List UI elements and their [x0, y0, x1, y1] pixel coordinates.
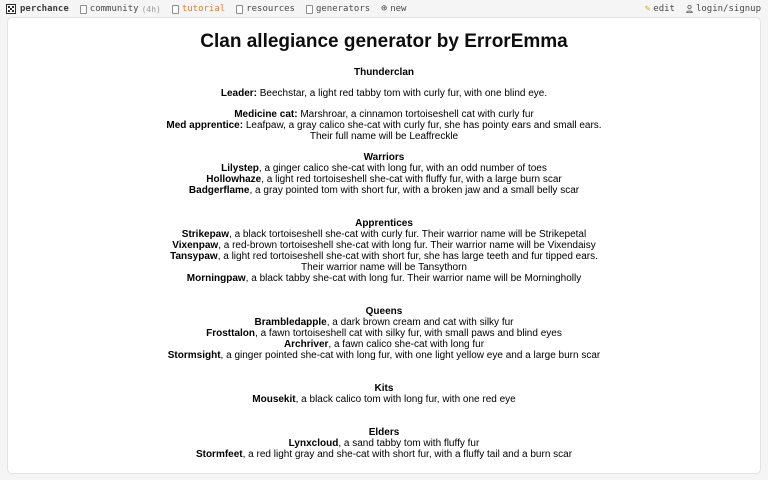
- generators-label: generators: [315, 4, 371, 14]
- entry-description: , a ginger calico she-cat with long fur, with an odd number of toes: [258, 163, 547, 174]
- entry-description: , a dark brown cream and cat with silky fur: [326, 317, 514, 328]
- nav-link-new[interactable]: [381, 4, 406, 14]
- section-block: [163, 67, 605, 78]
- generator-card: [7, 17, 761, 474]
- section-block: [163, 427, 605, 460]
- entry-line: [163, 109, 605, 120]
- entry-description: Marshroar, a cinnamon tortoiseshell cat with curly fur: [297, 109, 534, 120]
- section-block: [163, 383, 605, 405]
- pencil-icon: ✎: [644, 3, 651, 14]
- plus-circle-icon: ⊕: [381, 3, 388, 14]
- entry-name: Stormsight: [167, 350, 221, 361]
- entry-line: [163, 229, 605, 240]
- top-navbar: [0, 0, 768, 17]
- entry-name: Medicine cat:: [234, 109, 298, 120]
- entry-line: [163, 273, 605, 284]
- entry-name: Mousekit: [252, 394, 296, 405]
- person-icon: [686, 5, 693, 13]
- entry-line: [163, 88, 605, 99]
- section-heading: Warriors: [363, 152, 405, 163]
- entry-line: [163, 174, 605, 185]
- entry-line: [163, 185, 605, 196]
- section-heading: Apprentices: [355, 218, 413, 229]
- community-count: (4h): [141, 4, 161, 14]
- section-block: [163, 306, 605, 361]
- entry-name: Morningpaw: [186, 273, 246, 284]
- section-block: [163, 152, 605, 196]
- community-label: community: [89, 4, 139, 14]
- nav-link-resources[interactable]: [236, 4, 295, 14]
- document-icon: [236, 5, 243, 14]
- entry-name: Lynxcloud: [288, 438, 339, 449]
- section-heading: Thunderclan: [353, 67, 414, 78]
- entry-line: [163, 163, 605, 174]
- entry-name: Lilystep: [221, 163, 259, 174]
- entry-line: [163, 120, 605, 142]
- entry-line: [163, 394, 605, 405]
- edit-button[interactable]: [645, 4, 675, 14]
- nav-link-community[interactable]: [80, 4, 161, 14]
- login-signup-button[interactable]: [686, 4, 761, 14]
- entry-description: , a gray pointed tom with short fur, with a broken jaw and a small belly scar: [249, 185, 580, 196]
- entry-description: , a black calico tom with long fur, with one red eye: [295, 394, 516, 405]
- entry-name: Vixenpaw: [172, 240, 219, 251]
- entry-line: [163, 317, 605, 328]
- entry-name: Med apprentice:: [166, 120, 244, 131]
- entry-line: [163, 328, 605, 339]
- entry-description: , a fawn calico she-cat with long fur: [328, 339, 485, 350]
- nav-link-generators[interactable]: [306, 4, 370, 14]
- generator-output: [163, 67, 605, 460]
- edit-label: edit: [653, 4, 675, 14]
- entry-name: Badgerflame: [188, 185, 250, 196]
- entry-line: [163, 240, 605, 251]
- entry-description: , a black tortoiseshell she-cat with curly fur. Their warrior name will be Strikepetal: [229, 229, 587, 240]
- section-heading: Kits: [374, 383, 394, 394]
- brand-label: perchance: [20, 4, 69, 14]
- entry-description: , a ginger pointed she-cat with long fur, with one light yellow eye and a large burn scar: [220, 350, 601, 361]
- entry-name: Brambledapple: [254, 317, 327, 328]
- entry-line: [163, 339, 605, 350]
- login-label: login/signup: [695, 4, 761, 14]
- entry-description: , a light red tortoiseshell she-cat with fluffy fur, with a large burn scar: [261, 174, 562, 185]
- new-label: new: [390, 4, 407, 14]
- entry-line: [163, 350, 605, 361]
- entry-description: Leafpaw, a gray calico she-cat with curly fur, she has pointy ears and small ears. Their full name will be Leaffreckle: [243, 120, 602, 142]
- section-block: [163, 109, 605, 142]
- entry-name: Tansypaw: [170, 251, 218, 262]
- entry-description: , a sand tabby tom with fluffy fur: [338, 438, 480, 449]
- document-icon: [80, 5, 87, 14]
- document-icon: [172, 5, 179, 14]
- nav-link-tutorial[interactable]: [172, 4, 225, 14]
- section-heading: Elders: [368, 427, 400, 438]
- entry-description: , a fawn tortoiseshell cat with silky fur, with small paws and blind eyes: [255, 328, 562, 339]
- section-block: [163, 88, 605, 99]
- entry-name: Leader:: [220, 88, 257, 99]
- navbar-left: [6, 4, 406, 14]
- entry-name: Archriver: [283, 339, 329, 350]
- entry-name: Strikepaw: [181, 229, 230, 240]
- entry-description: , a red-brown tortoiseshell she-cat with long fur. Their warrior name will be Vixendaisy: [218, 240, 596, 251]
- section-heading: Queens: [365, 306, 403, 317]
- entry-line: [163, 251, 605, 273]
- entry-line: [163, 438, 605, 449]
- entry-name: Stormfeet: [195, 449, 243, 460]
- entry-name: Frosttalon: [206, 328, 256, 339]
- section-block: [163, 218, 605, 284]
- entry-name: Hollowhaze: [206, 174, 262, 185]
- entry-description: , a light red tortoiseshell she-cat with short fur, she has large teeth and fur tipped ears. Their warrior name will be Tansythorn: [217, 251, 598, 273]
- navbar-right: [645, 4, 761, 14]
- page-title: Clan allegiance generator by ErrorEmma: [200, 31, 568, 52]
- perchance-logo-icon: [6, 4, 16, 14]
- resources-label: resources: [246, 4, 295, 14]
- entry-line: [163, 449, 605, 460]
- perchance-brand[interactable]: [6, 4, 69, 14]
- document-icon: [306, 5, 313, 14]
- entry-description: , a red light gray and she-cat with short fur, with a fluffy tail and a burn scar: [242, 449, 573, 460]
- tutorial-label: tutorial: [181, 4, 226, 14]
- entry-description: Beechstar, a light red tabby tom with curly fur, with one blind eye.: [256, 88, 548, 99]
- entry-description: , a black tabby she-cat with long fur. Their warrior name will be Morningholly: [245, 273, 582, 284]
